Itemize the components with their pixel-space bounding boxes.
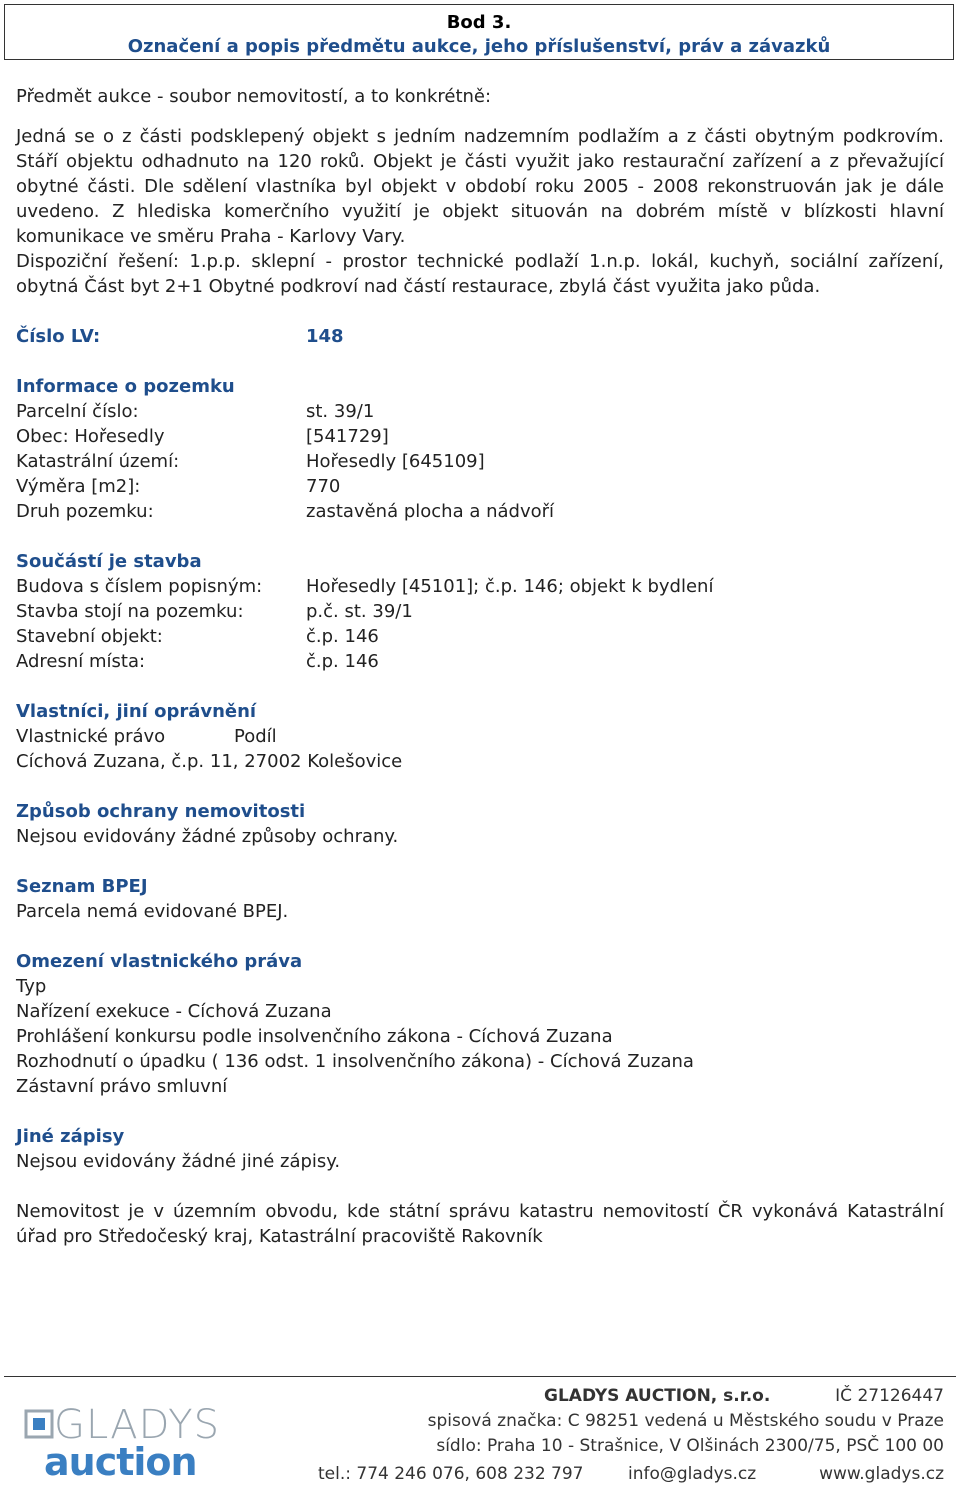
section-header: [4, 4, 954, 60]
land-heading: Informace o pozemku: [16, 376, 235, 397]
owners-col-share: Podíl: [234, 726, 277, 747]
land-row: Parcelní číslo: st. 39/1: [16, 401, 375, 422]
lv-label: Číslo LV:: [16, 326, 101, 347]
footer-registry: spisová značka: C 98251 vedená u Městského soudu v Praze: [427, 1411, 944, 1431]
intro-text: Předmět aukce - soubor nemovitostí, a to konkrétně:: [16, 86, 492, 107]
other-records-text: Nejsou evidovány žádné jiné zápisy.: [16, 1151, 341, 1172]
bpej-text: Parcela nemá evidované BPEJ.: [16, 901, 289, 922]
lv-value: 148: [306, 326, 344, 347]
building-heading: Součástí je stavba: [16, 551, 202, 572]
land-row: Katastrální území: Hořesedly [645109]: [16, 451, 485, 472]
building-row: Adresní místa: č.p. 146: [16, 651, 379, 672]
bpej-heading: Seznam BPEJ: [16, 876, 148, 897]
restriction-item: Prohlášení konkursu podle insolvenčního zákona - Cíchová Zuzana: [16, 1026, 613, 1047]
owners-heading: Vlastníci, jiní oprávnění: [16, 701, 257, 722]
section-title: Označení a popis předmětu aukce, jeho příslušenství, práv a závazků: [127, 36, 831, 57]
land-row: Obec: Hořesedly [541729]: [16, 426, 389, 447]
footer-company-line: [544, 1386, 944, 1406]
building-row: Stavba stojí na pozemku: p.č. st. 39/1: [16, 601, 413, 622]
company-ico: IČ 27126447: [835, 1386, 944, 1406]
land-row: Výměra [m2]: 770: [16, 476, 341, 497]
logo-text-top: GLADYS: [54, 1402, 220, 1448]
gladys-logo: [24, 1402, 220, 1484]
restriction-item: Nařízení exekuce - Cíchová Zuzana: [16, 1001, 332, 1022]
logo-mark-icon: [24, 1409, 54, 1439]
restrictions-heading: Omezení vlastnického práva: [16, 951, 303, 972]
document-body: [16, 84, 944, 1249]
restriction-item: Rozhodnutí o úpadku ( 136 odst. 1 insolvenčního zákona) - Cíchová Zuzana: [16, 1051, 694, 1072]
section-number: Bod 3.: [446, 12, 512, 33]
description-paragraph: Jedná se o z části podsklepený objekt s jedním nadzemním podlažím a z části obytným podkrovím. Stáří objektu odhadnuto na 120 roků. Objekt je části využit jako restaurační zařízení a z převažující obytné části. Dle sdělení vlastníka byl objekt v období roku 2005 - 2008 rekonstruován jak je dále uvedeno. Z hlediska komerčního využití je objekt situován na dobrém místě v blízkosti hlavní komunikace ve směru Praha - Karlovy Vary.: [16, 126, 944, 247]
footer-contacts: [318, 1464, 944, 1484]
closing-paragraph: Nemovitost je v územním obvodu, kde státní správu katastru nemovitostí ČR vykonává Katastrální úřad pro Středočeský kraj, Katastrální pracoviště Rakovník: [16, 1201, 944, 1247]
land-row: Druh pozemku: zastavěná plocha a nádvoří: [16, 501, 555, 522]
company-name: GLADYS AUCTION, s.r.o.: [544, 1386, 771, 1406]
other-records-heading: Jiné zápisy: [16, 1126, 125, 1147]
footer-email-link[interactable]: info@gladys.cz: [628, 1464, 757, 1484]
owners-col-right: Vlastnické právo: [16, 726, 166, 747]
footer-web-link[interactable]: www.gladys.cz: [819, 1464, 944, 1484]
lv-number: [16, 324, 944, 349]
protection-text: Nejsou evidovány žádné způsoby ochrany.: [16, 826, 399, 847]
protection-heading: Způsob ochrany nemovitosti: [16, 801, 306, 822]
footer-address: sídlo: Praha 10 - Strašnice, V Olšinách 2300/75, PSČ 100 00: [436, 1436, 944, 1456]
restriction-item: Zástavní právo smluvní: [16, 1076, 228, 1097]
owner-entry: Cíchová Zuzana, č.p. 11, 27002 Kolešovice: [16, 751, 403, 772]
owners-columns: [16, 724, 944, 749]
footer-divider: [4, 1376, 956, 1377]
restriction-item: Typ: [16, 976, 47, 997]
disposition-paragraph: Dispoziční řešení: 1.p.p. sklepní - prostor technické podlaží 1.n.p. lokál, kuchyň, sociální zařízení, obytná Část byt 2+1 Obytné podkroví nad částí restaurace, zbylá část využita jako půda.: [16, 251, 944, 297]
building-row: Budova s číslem popisným: Hořesedly [45101]; č.p. 146; objekt k bydlení: [16, 576, 714, 597]
building-row: Stavební objekt: č.p. 146: [16, 626, 379, 647]
footer-phone: tel.: 774 246 076, 608 232 797: [318, 1464, 584, 1484]
logo-text-bottom: auction: [44, 1440, 197, 1484]
